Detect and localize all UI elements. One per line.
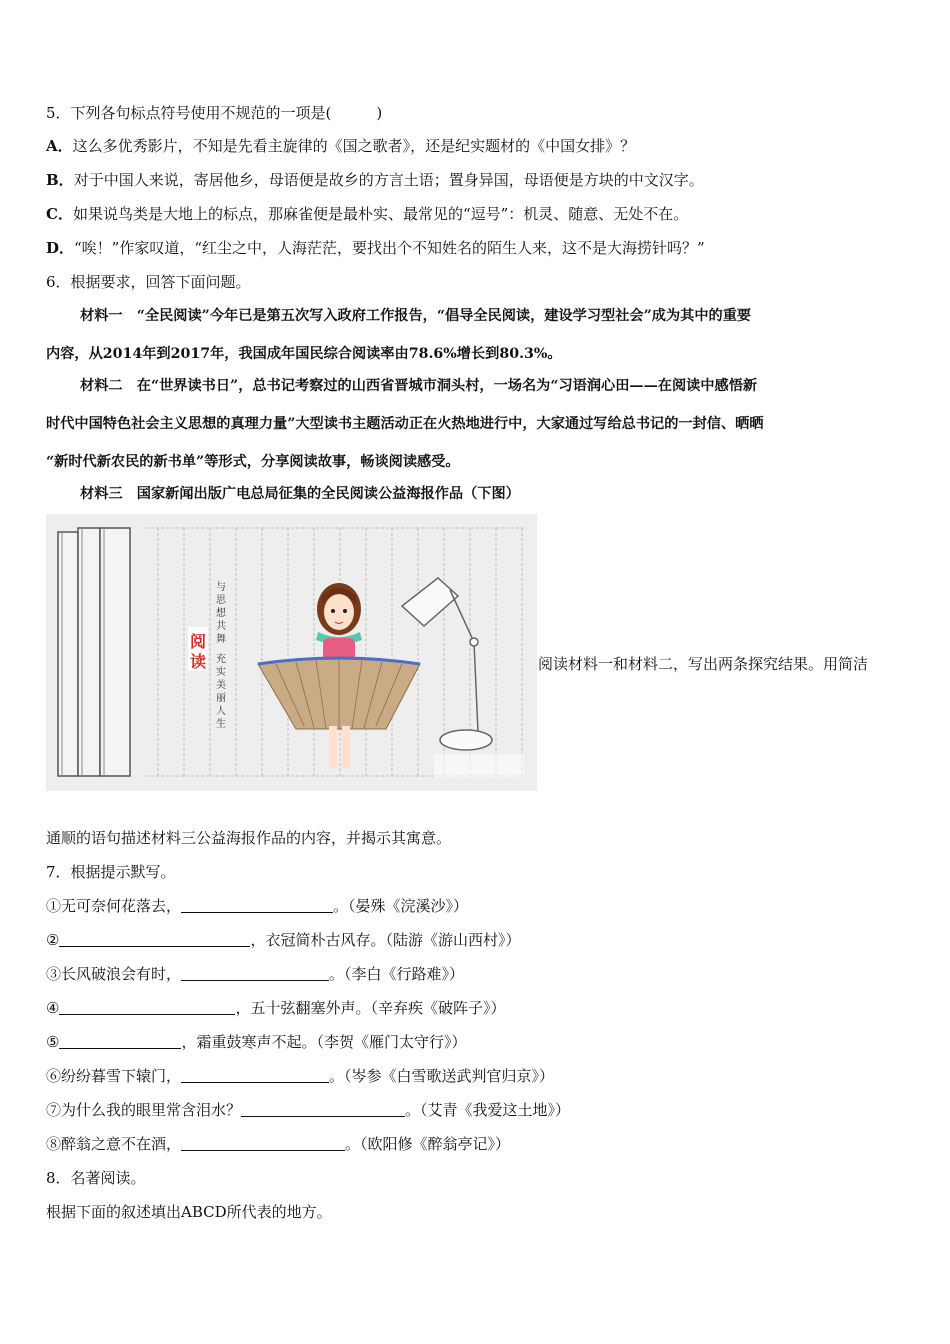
- item-prefix: ⑤: [46, 1033, 60, 1051]
- option-text: 如果说鸟类是大地上的标点，那麻雀便是最朴实、最常见的“逗号”：机灵、随意、无处不在。: [72, 205, 689, 223]
- item-prefix: ⑧醉翁之意不在酒，: [46, 1135, 182, 1153]
- option-text: 这么多优秀影片，不知是先看主旋律的《国之歌者》，还是纪实题材的《中国女排》？: [72, 137, 636, 155]
- q7-item-2: [46, 930, 520, 950]
- item-suffix: ，衣冠简朴古风存。（陆游《游山西村》）: [250, 931, 521, 949]
- option-label: C．: [46, 205, 73, 223]
- svg-text:共: 共: [216, 621, 226, 632]
- item-prefix: ⑥纷纷暮雪下辕门，: [46, 1067, 182, 1085]
- q6-question-part1: 阅读材料一和材料二，写出两条探究结果。用简洁: [538, 655, 869, 673]
- material2-line1: 材料二 在“世界读书日”，总书记考察过的山西省晋城市洞头村，一场名为“习语润心田——在阅读中感悟新: [80, 378, 758, 394]
- q8-stem: 8．名著阅读。: [46, 1169, 146, 1187]
- svg-text:丽: 丽: [216, 693, 226, 704]
- material2-line3: “新时代新农民的新书单”等形式，分享阅读故事，畅谈阅读感受。: [46, 454, 460, 470]
- material2-line2: 时代中国特色社会主义思想的真理力量”大型读书主题活动正在火热地进行中，大家通过写给总书记的一封信、晒晒: [46, 416, 764, 432]
- q7-item-4: [46, 998, 505, 1018]
- material1-line2: 内容，从2014年到2017年，我国成年国民综合阅读率由78.6%增长到80.3%。: [46, 346, 562, 362]
- option-label: B．: [46, 171, 74, 189]
- item-suffix: 。（欧阳修《醉翁亭记》）: [345, 1135, 511, 1153]
- q6-question-part2: 通顺的语句描述材料三公益海报作品的内容，并揭示其寓意。: [46, 829, 452, 847]
- item-suffix: ，霜重鼓寒声不起。（李贺《雁门太守行》）: [181, 1033, 467, 1051]
- material1-line1: 材料一 “全民阅读”今年已是第五次写入政府工作报告，“倡导全民阅读，建设学习型社会”成为其中的重要: [80, 308, 752, 324]
- q5-option-b: [46, 170, 704, 190]
- q5-option-c: [46, 204, 688, 224]
- answer-blank[interactable]: [181, 966, 329, 981]
- item-suffix: 。（李白《行路难》）: [329, 965, 465, 983]
- answer-blank[interactable]: [181, 1068, 329, 1083]
- item-suffix: 。（岑参《白雪歌送武判官归京》）: [329, 1067, 555, 1085]
- item-prefix: ⑦为什么我的眼里常含泪水？: [46, 1101, 242, 1119]
- item-prefix: ④: [46, 999, 60, 1017]
- q7-item-8: [46, 1134, 510, 1154]
- svg-text:舞: 舞: [216, 634, 226, 645]
- item-suffix: 。（艾青《我爱这土地》）: [405, 1101, 571, 1119]
- answer-blank[interactable]: [59, 1034, 181, 1049]
- q5-option-d: [46, 238, 705, 258]
- q7-item-1: [46, 896, 468, 916]
- q7-item-6: [46, 1066, 554, 1086]
- option-text: 对于中国人来说，寄居他乡，母语便是故乡的方言土语；置身异国，母语便是方块的中文汉字。: [73, 171, 704, 189]
- reading-poster-image: [46, 514, 537, 791]
- option-label: D．: [46, 239, 75, 257]
- answer-blank[interactable]: [241, 1102, 405, 1117]
- answer-blank[interactable]: [181, 1136, 345, 1151]
- poster-red-char-1: 阅: [189, 632, 207, 651]
- answer-blank[interactable]: [59, 1000, 235, 1015]
- q7-item-7: [46, 1100, 570, 1120]
- svg-text:与: 与: [216, 582, 226, 593]
- material3: 材料三 国家新闻出版广电总局征集的全民阅读公益海报作品（下图）: [80, 486, 520, 502]
- svg-text:充: 充: [216, 654, 226, 665]
- item-prefix: ①无可奈何花落去，: [46, 897, 182, 915]
- svg-text:实: 实: [216, 667, 226, 678]
- q8-text: 根据下面的叙述填出ABCD所代表的地方。: [46, 1203, 332, 1221]
- svg-text:思: 思: [216, 595, 226, 606]
- answer-blank[interactable]: [181, 898, 333, 913]
- q7-stem: 7．根据提示默写。: [46, 863, 176, 881]
- item-prefix: ②: [46, 931, 60, 949]
- item-suffix: ，五十弦翻塞外声。（辛弃疾《破阵子》）: [235, 999, 506, 1017]
- item-suffix: 。（晏殊《浣溪沙》）: [333, 897, 469, 915]
- poster-red-char-2: 读: [189, 652, 207, 671]
- q6-stem: 6．根据要求，回答下面问题。: [46, 273, 251, 291]
- q5-stem: 5．下列各句标点符号使用不规范的一项是( ): [46, 104, 383, 122]
- q7-item-3: [46, 964, 464, 984]
- svg-text:美: 美: [216, 680, 226, 691]
- item-prefix: ③长风破浪会有时，: [46, 965, 182, 983]
- svg-text:想: 想: [216, 608, 226, 619]
- q7-item-5: [46, 1032, 466, 1052]
- svg-text:生: 生: [216, 719, 226, 730]
- answer-blank[interactable]: [59, 932, 250, 947]
- q5-option-a: [46, 136, 635, 156]
- option-text: “唉！”作家叹道，“红尘之中，人海茫茫，要找出个不知姓名的陌生人来，这不是大海捞针吗？”: [74, 239, 705, 257]
- option-label: A．: [46, 137, 73, 155]
- svg-text:人: 人: [216, 706, 226, 717]
